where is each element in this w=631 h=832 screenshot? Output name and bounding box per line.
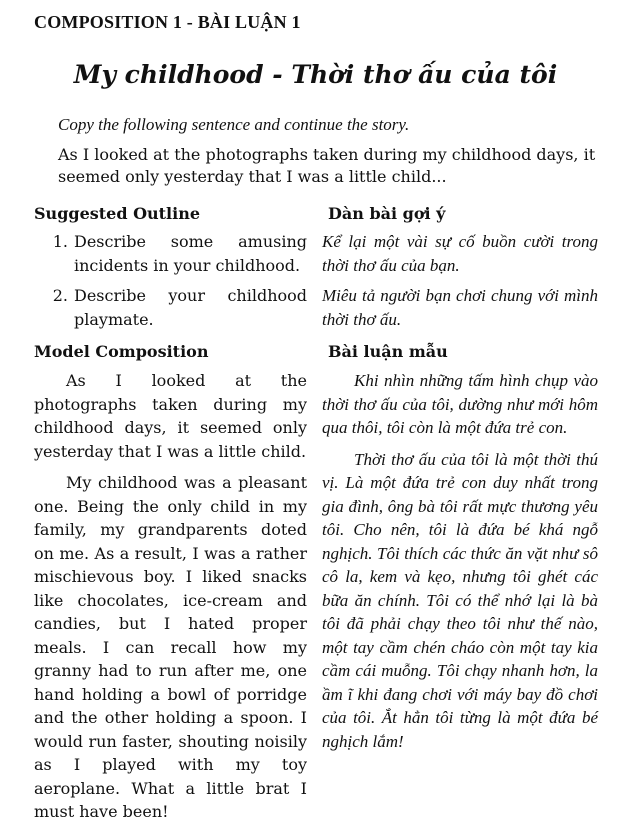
paragraph-en: As I looked at the photographs taken during my childhood days, it seemed only yesterday that I was a little child. [34,371,307,461]
outline-item [34,230,307,277]
outline-list-vi [322,230,598,338]
intro-sentence: As I looked at the photographs taken during my childhood days, it seemed only yesterday that I was a little child... [58,145,596,186]
outline-item-vi: Miêu tả người bạn chơi chung với mình thời thơ ấu. [322,286,598,329]
outline-item-number: 1. [52,232,68,251]
paragraph-en: My childhood was a pleasant one. Being the only child in my family, my grandparents doted on me. As a result, I was a rather mischievous boy. I liked snacks like chocolates, ice-cream and candies, but I hated proper meals. I can recall how my granny had to run after me, one hand holding a bowl of porridge and the other holding a spoon. I would run faster, shouting noisily as I played with my toy aeroplane. What a little brat I must have been! [34,473,307,821]
model-text-en [34,369,307,832]
paragraph-vi: Khi nhìn những tấm hình chụp vào thời thơ ấu của tôi, dường như mới hôm qua thôi, tôi còn là một đứa trẻ con. [322,371,598,437]
outline-item-number: 2. [52,286,68,305]
outline-item-text: Describe your childhood playmate. [74,286,307,329]
model-text-vi [322,369,598,761]
outline-list-en [34,230,307,338]
outline-heading-en: Suggested Outline [34,204,201,223]
outline-item-text: Describe some amusing incidents in your childhood. [74,232,307,275]
outline-item-vi: Kể lại một vài sự cố buồn cười trong thời thơ ấu của bạn. [322,232,598,275]
model-heading-vi: Bài luận mẫu [328,342,448,361]
paragraph-vi: Thời thơ ấu của tôi là một thời thú vị. Là một đứa trẻ con duy nhất trong gia đình, ông bà tôi rất mực thương yêu tôi. Cho nên, tôi là đứa bé khá ngỗ nghịch. Tôi thích các thức ăn vặt như sô cô la, kem và kẹo, nhưng tôi ghét các bữa ăn chính. Tôi có thể nhớ lại là bà tôi đã phải chạy theo tôi như thế nào, một tay cầm chén cháo còn một tay kia cầm cái muỗng. Tôi chạy nhanh hơn, la ầm ĩ khi đang chơi với máy bay đồ chơi của tôi. Ắt hẳn tôi từng là một đứa bé nghịch lắm! [322,449,598,751]
model-heading-en: Model Composition [34,342,209,361]
composition-header: COMPOSITION 1 - BÀI LUẬN 1 [34,12,301,32]
page-title: My childhood - Thời thơ ấu của tôi [73,60,558,89]
outline-heading-vi: Dàn bài gợi ý [328,204,446,223]
instruction-text: Copy the following sentence and continue the story. [58,115,410,134]
outline-item [34,284,307,331]
